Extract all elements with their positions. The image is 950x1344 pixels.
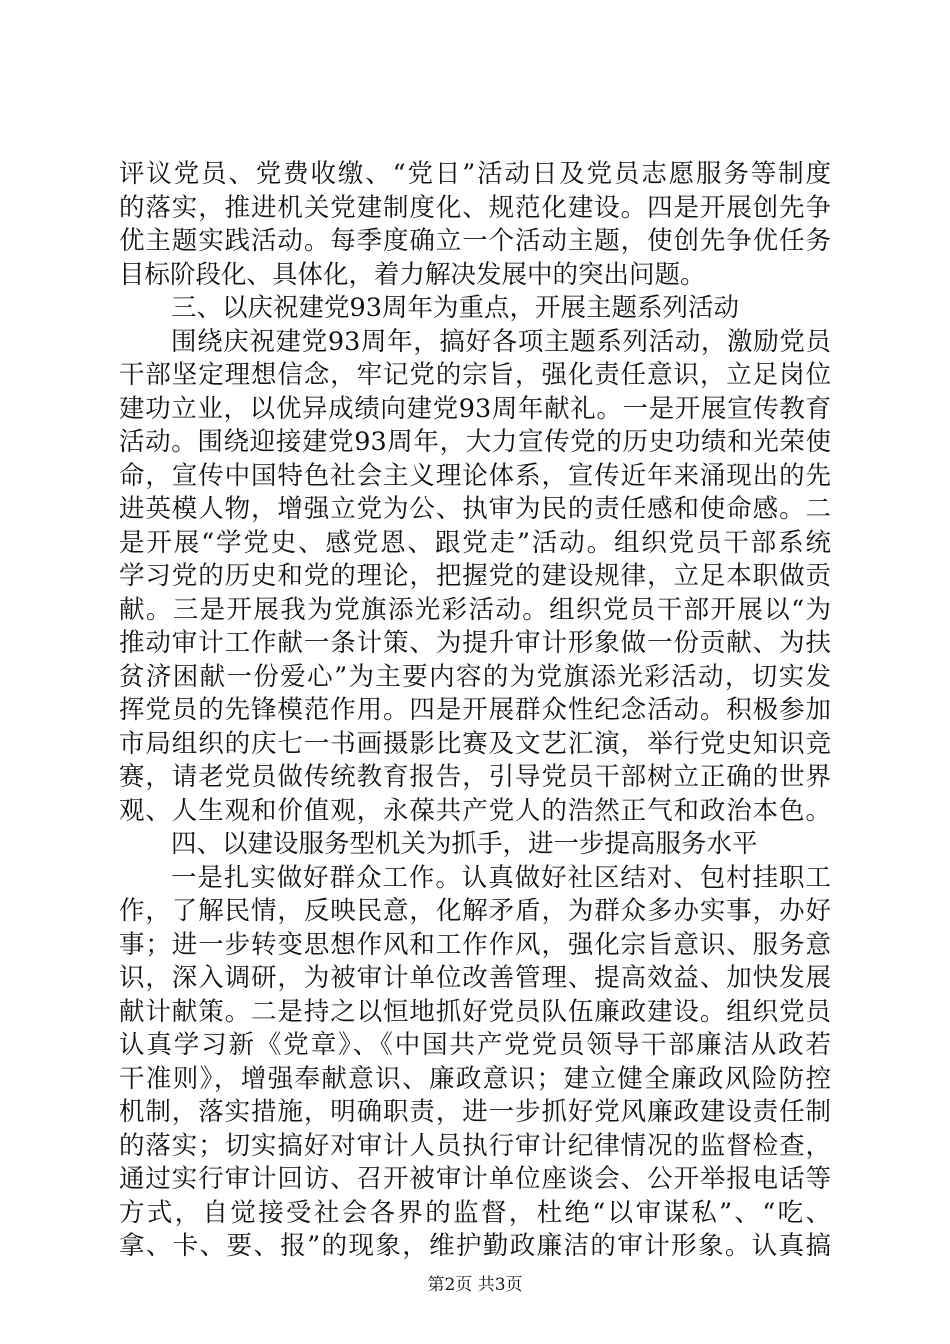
text-line: 目标阶段化、具体化，着力解决发展中的突出问题。 [119,259,706,290]
text-line: 献计献策。二是持之以恒地抓好党员队伍廉政建设。组织党员 [119,996,831,1027]
text-line: 赛，请老党员做传统教育报告，引导党员干部树立正确的世界 [119,762,831,792]
text-line: 干准则》，增强奉献意识、廉政意识；建立健全廉政风险防控 [119,1063,831,1094]
text-line: 的落实；切实搞好对审计人员执行审计纪律情况的监督检查， [119,1130,831,1161]
text-line: 活动。围绕迎接建党93周年，大力宣传党的历史功绩和光荣使 [119,427,831,457]
text-line: 三、以庆祝建党93周年为重点，开展主题系列活动 [171,293,739,323]
text-line: 事；进一步转变思想作风和工作作风，强化宗旨意识、服务意 [119,929,831,960]
text-line: 评议党员、党费收缴、“党日”活动日及党员志愿服务等制度 [119,159,831,189]
text-line: 干部坚定理想信念，牢记党的宗旨，强化责任意识，立足岗位 [119,360,831,390]
text-line: 四、以建设服务型机关为抓手，进一步提高服务水平 [171,829,758,859]
text-line: 命，宣传中国特色社会主义理论体系，宣传近年来涌现出的先 [119,460,831,491]
text-line: 贫济困献一份爱心”为主要内容的为党旗添光彩活动，切实发 [119,661,831,692]
text-line: 学习党的历史和党的理论，把握党的建设规律，立足本职做贡 [119,561,831,591]
text-line: 通过实行审计回访、召开被审计单位座谈会、公开举报电话等 [119,1164,831,1194]
text-line: 献。三是开展我为党旗添光彩活动。组织党员干部开展以“为 [119,594,831,625]
text-line: 观、人生观和价值观，永葆共产党人的浩然正气和政治本色。 [119,795,831,826]
page-number-footer: 第2页 共3页 [427,1275,523,1295]
text-line: 方式，自觉接受社会各界的监督，杜绝“以审谋私”、“吃、 [119,1197,831,1228]
text-line: 认真学习新《党章》、《中国共产党党员领导干部廉洁从政若 [119,1030,831,1060]
text-line: 的落实，推进机关党建制度化、规范化建设。四是开展创先争 [119,192,831,223]
text-line: 推动审计工作献一条计策、为提升审计形象做一份贡献、为扶 [119,628,831,658]
text-line: 围绕庆祝建党93周年，搞好各项主题系列活动，激励党员 [171,326,831,357]
text-line: 作，了解民情，反映民意，化解矛盾，为群众多办实事，办好 [119,896,831,926]
document-body [119,158,831,1264]
text-line: 进英模人物，增强立党为公、执审为民的责任感和使命感。二 [119,494,831,524]
text-line: 一是扎实做好群众工作。认真做好社区结对、包村挂职工 [171,862,831,893]
text-line: 识，深入调研，为被审计单位改善管理、提高效益、加快发展 [119,963,831,993]
text-line: 是开展“学党史、感党恩、跟党走”活动。组织党员干部系统 [119,527,831,558]
text-line: 拿、卡、要、报”的现象，维护勤政廉洁的审计形象。认真搞 [119,1231,831,1261]
text-line: 优主题实践活动。每季度确立一个活动主题，使创先争优任务 [119,226,831,256]
text-line: 市局组织的庆七一书画摄影比赛及文艺汇演，举行党史知识竞 [119,728,831,759]
text-line: 建功立业，以优异成绩向建党93周年献礼。一是开展宣传教育 [119,393,831,424]
text-line: 挥党员的先锋模范作用。四是开展群众性纪念活动。积极参加 [119,695,831,725]
text-line: 机制，落实措施，明确职责，进一步抓好党风廉政建设责任制 [119,1097,831,1127]
